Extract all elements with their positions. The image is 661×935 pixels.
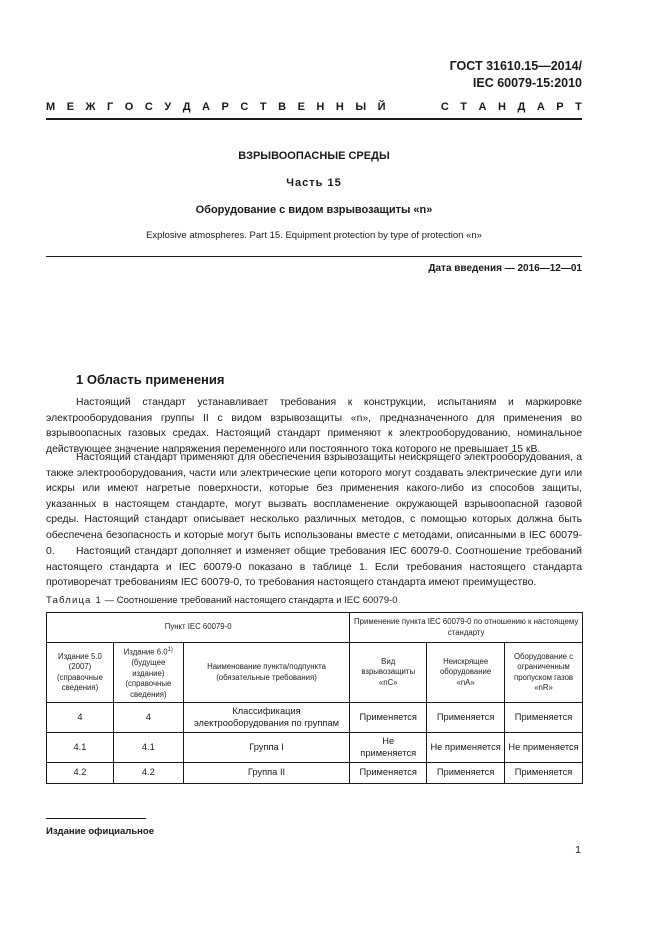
paragraph-1: Настоящий стандарт устанавливает требования к конструкции, испытаниям и маркировке электрооборудования группы II с видом взрывозащиты «n», предназначенного для применения во взрывоопасных газовых средах. Настоящий стандарт применяют к электрооборудованию, номинальное действующее значение напряжения переменного или постоянного тока которого не превышает 15 кВ. bbox=[46, 397, 582, 455]
cell-ed5: 4.1 bbox=[47, 733, 114, 763]
heading-letter bbox=[412, 101, 415, 113]
paragraph-2: Настоящий стандарт применяют для обеспечения взрывозащиты неискрящего электрооборудования, а также электрооборудования, части или электрические цепи которого могут создавать электрические дуги или искры или имеют нагретые поверхности, которые без применения какого-либо из способов защиты, указанных в настоящем стандарте, могут вызвать воспламенение окружающей взрывоопасной газовой среды. Настоящий стандарт описывает несколько различных методов, с помощью которых должна быть обеспечена безопасность и которые могут быть использованы вместе с методами, описанными в IEC 60079-0. bbox=[46, 452, 582, 557]
heading-letter: Т bbox=[460, 101, 468, 113]
edition-6-label: Издание 6.0 bbox=[123, 647, 168, 657]
page-number: 1 bbox=[575, 844, 581, 856]
cell-nc: Применяется bbox=[350, 703, 427, 733]
heading-letter: Р bbox=[221, 101, 229, 113]
table-row bbox=[47, 733, 583, 763]
title-rule bbox=[46, 256, 582, 257]
cell-nr: Применяется bbox=[505, 703, 583, 733]
cell-nr: Не применяется bbox=[505, 733, 583, 763]
cell-ed5: 4 bbox=[47, 703, 114, 733]
heading-letter bbox=[397, 101, 400, 113]
header-nr: Оборудование с ограниченным пропуском газов «nR» bbox=[505, 643, 583, 703]
cell-na: Не применяется bbox=[427, 733, 505, 763]
heading-letter bbox=[426, 101, 429, 113]
heading-letter: Е bbox=[297, 101, 305, 113]
heading-letter: Ж bbox=[85, 101, 96, 113]
gost-number: ГОСТ 31610.15—2014/ bbox=[449, 59, 582, 73]
edition-6-note: (будущее издание) (справочные сведения) bbox=[125, 658, 172, 699]
header-edition-5: Издание 5.0 (2007) (справочные сведения) bbox=[47, 643, 114, 703]
table-caption bbox=[46, 595, 398, 606]
english-title: Explosive atmospheres. Part 15. Equipment protection by type of protection «n» bbox=[146, 230, 482, 241]
interstate-standard-heading bbox=[46, 101, 582, 113]
heading-letter: Д bbox=[182, 101, 191, 113]
heading-letter: А bbox=[202, 101, 210, 113]
part-title: Часть 15 bbox=[286, 177, 342, 189]
header-application: Применение пункта IEC 60079-0 по отношению к настоящему стандарту bbox=[350, 613, 583, 643]
heading-letter: Ы bbox=[355, 101, 367, 113]
cell-ed6: 4.2 bbox=[113, 763, 183, 784]
heading-letter: Н bbox=[335, 101, 344, 113]
iec-number: IEC 60079-15:2010 bbox=[472, 76, 582, 90]
footer-rule bbox=[46, 818, 146, 819]
table-caption-text: — Соотношение требований настоящего стандарта и IEC 60079-0 bbox=[101, 595, 398, 606]
heading-letter: С bbox=[240, 101, 249, 113]
cell-na: Применяется bbox=[427, 703, 505, 733]
standard-subtitle: Оборудование с видом взрывозащиты «n» bbox=[195, 204, 433, 216]
heading-letter: А bbox=[536, 101, 545, 113]
paragraph-3: Настоящий стандарт дополняет и изменяет общие требования IEC 60079-0. Соотношение требований настоящего стандарта и IEC 60079-0 показано в таблице 1. Если требования настоящего стандарта противоречат требованиям IEC 60079-0, то требования настоящего стандарта имеют преимущество. bbox=[46, 546, 582, 589]
heading-letter: Р bbox=[556, 101, 564, 113]
heading-letter: Н bbox=[498, 101, 506, 113]
cell-na: Применяется bbox=[427, 763, 505, 784]
header-na: Неискрящее оборудование «nA» bbox=[427, 643, 505, 703]
heading-letter: В bbox=[278, 101, 287, 113]
cell-nr: Применяется bbox=[505, 763, 583, 784]
header-clause-name: Наименование пункта/подпункта (обязательные требования) bbox=[183, 643, 350, 703]
heading-letter: Т bbox=[259, 101, 267, 113]
cell-ed6: 4 bbox=[113, 703, 183, 733]
heading-letter: О bbox=[124, 101, 134, 113]
footnote-marker: 1) bbox=[167, 647, 173, 653]
cell-nc: Не применяется bbox=[350, 733, 427, 763]
heading-letter: Й bbox=[377, 101, 386, 113]
heading-letter: С bbox=[440, 101, 449, 113]
cell-name: Группа II bbox=[183, 763, 350, 784]
gost-designation bbox=[450, 58, 582, 92]
section-heading: 1 Область применения bbox=[76, 372, 225, 387]
heading-letter: Н bbox=[316, 101, 325, 113]
cell-ed6: 4.1 bbox=[113, 733, 183, 763]
cell-ed5: 4.2 bbox=[47, 763, 114, 784]
standard-title: ВЗРЫВООПАСНЫЕ СРЕДЫ bbox=[238, 150, 390, 162]
cell-nc: Применяется bbox=[350, 763, 427, 784]
requirements-table bbox=[46, 612, 583, 784]
cell-name: Группа I bbox=[183, 733, 350, 763]
heading-letter: М bbox=[46, 101, 56, 113]
heading-letter: Д bbox=[517, 101, 526, 113]
cell-name: Классификация электрооборудования по группам bbox=[183, 703, 350, 733]
table-caption-prefix: Таблица 1 bbox=[46, 595, 102, 606]
heading-letter: У bbox=[164, 101, 172, 113]
header-rule bbox=[46, 118, 582, 120]
header-nc: Вид взрывозащиты «nC» bbox=[350, 643, 427, 703]
table-row bbox=[47, 703, 583, 733]
effective-date: Дата введения — 2016—12—01 bbox=[428, 263, 582, 274]
official-edition-label: Издание официальное bbox=[46, 826, 154, 837]
heading-letter: А bbox=[478, 101, 487, 113]
header-edition-6 bbox=[113, 643, 183, 703]
heading-letter: Т bbox=[575, 101, 582, 113]
table-row bbox=[47, 763, 583, 784]
header-iec-clause: Пункт IEC 60079-0 bbox=[47, 613, 350, 643]
heading-letter: Г bbox=[107, 101, 114, 113]
heading-letter: Е bbox=[66, 101, 75, 113]
heading-letter: С bbox=[144, 101, 153, 113]
